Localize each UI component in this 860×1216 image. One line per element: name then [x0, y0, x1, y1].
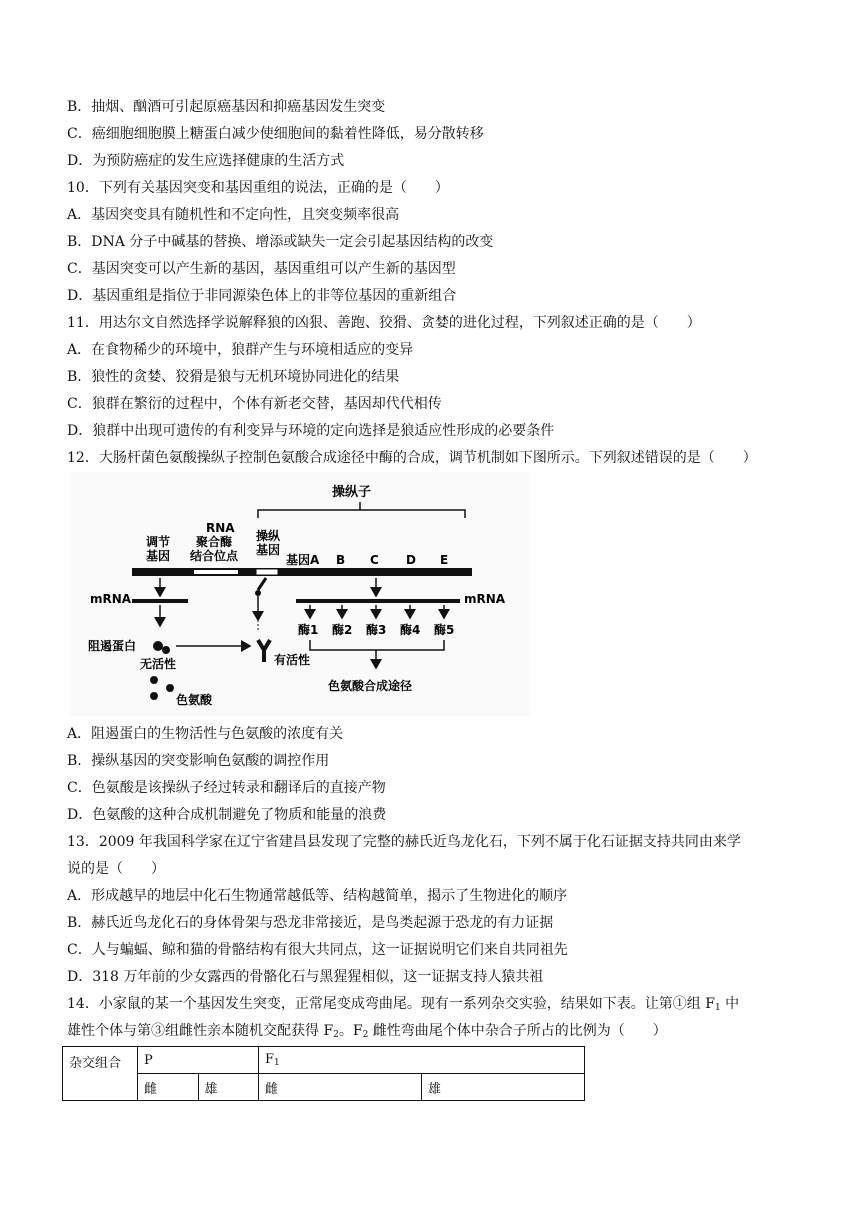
- gene-b-label: B: [336, 553, 346, 567]
- inactive-label: 无活性: [140, 657, 177, 671]
- gene-e-label: E: [440, 553, 449, 567]
- p-male-cell: 雄: [198, 1074, 259, 1101]
- q14-stem-text-1b: 中: [720, 996, 740, 1012]
- q12-option-a: A．阻遏蛋白的生物活性与色氨酸的浓度有关: [67, 726, 344, 742]
- enzyme-1-label: 酶1: [298, 623, 319, 637]
- q11-option-a: A．在食物稀少的环境中，狼群产生与环境相适应的变异: [67, 342, 414, 358]
- f1-female-cell: 雌: [259, 1074, 422, 1101]
- operon-diagram: [70, 472, 530, 716]
- mrna-right-label: mRNA: [464, 592, 506, 606]
- enzyme-5-label: 酶5: [434, 623, 455, 637]
- gene-d-label: D: [406, 553, 416, 567]
- q14-stem-text-2b: 。F: [338, 1023, 363, 1039]
- q11-option-b: B．狼性的贪婪、狡猾是狼与无机环境协同进化的结果: [67, 369, 400, 385]
- f1-male-cell: 雄: [422, 1074, 585, 1101]
- q11-stem: 11．用达尔文自然选择学说解释狼的凶狠、善跑、狡猾、贪婪的进化过程，下列叙述正确的是（ ）: [67, 315, 701, 331]
- q11-option-d: D．狼群中出现可遗传的有利变异与环境的定向选择是狼适应性形成的必要条件: [67, 423, 555, 439]
- q9-option-d: D．为预防癌症的发生应选择健康的生活方式: [67, 153, 345, 169]
- q14-stem-text-2a: 雄性个体与第③组雌性亲本随机交配获得 F: [67, 1023, 334, 1039]
- q12-option-c: C．色氨酸是该操纵子经过转录和翻译后的直接产物: [67, 780, 386, 796]
- q14-subscript-3: 2: [362, 1030, 369, 1040]
- q10-option-b: B．DNA 分子中碱基的替换、增添或缺失一定会引起基因结构的改变: [67, 234, 494, 250]
- pathway-label: 色氨酸合成途径: [328, 679, 413, 693]
- trp-label: 色氨酸: [176, 693, 213, 707]
- q10-stem: 10．下列有关基因突变和基因重组的说法，正确的是（ ）: [67, 180, 449, 196]
- header-f1: [259, 1047, 585, 1074]
- q10-option-c: C．基因突变可以产生新的基因，基因重组可以产生新的基因型: [67, 261, 456, 277]
- q13-stem-line-1: 13．2009 年我国科学家在辽宁省建昌县发现了完整的赫氏近鸟龙化石，下列不属于化石证据支持共同由来学: [67, 834, 741, 850]
- rna-pol-label-3: 结合位点: [190, 549, 239, 563]
- rna-pol-label-2: 聚合酶: [196, 535, 233, 549]
- mrna-left-label: mRNA: [90, 592, 132, 606]
- enzyme-4-label: 酶4: [400, 623, 421, 637]
- q14-subscript-1: 1: [714, 1003, 721, 1013]
- q13-option-b: B．赫氏近鸟龙化石的身体骨架与恐龙非常接近，是鸟类起源于恐龙的有力证据: [67, 915, 554, 931]
- q14-stem-line-1: [67, 994, 739, 1018]
- gene-c-label: C: [370, 553, 379, 567]
- table-header-row: [63, 1047, 585, 1074]
- q14-stem-text-1: 14．小家鼠的某一个基因发生突变，正常尾变成弯曲尾。现有一系列杂交实验，结果如下表。让第①组 F: [67, 996, 715, 1012]
- table-subheader-row: [63, 1074, 585, 1101]
- q14-stem-text-2c: 雌性弯曲尾个体中杂合子所占的比例为（ ）: [368, 1023, 667, 1039]
- q12-stem: 12．大肠杆菌色氨酸操纵子控制色氨酸合成途径中酶的合成，调节机制如下图所示。下列叙述错误的是（ ）: [67, 450, 757, 466]
- q14-stem-line-2: [67, 1021, 667, 1045]
- active-label: 有活性: [274, 653, 311, 667]
- q12-option-d: D．色氨酸的这种合成机制避免了物质和能量的浪费: [67, 807, 387, 823]
- q9-option-c: C．癌细胞细胞膜上糖蛋白减少使细胞间的黏着性降低，易分散转移: [67, 126, 484, 142]
- rna-pol-label-1: RNA: [206, 521, 235, 535]
- q13-option-c: C．人与蝙蝠、鲸和猫的骨骼结构有很大共同点，这一证据说明它们来自共同祖先: [67, 942, 568, 958]
- p-female-cell: 雌: [138, 1074, 199, 1101]
- gene-a-label: 基因A: [286, 553, 320, 567]
- q10-option-d: D．基因重组是指位于非同源染色体上的非等位基因的重新组合: [67, 288, 457, 304]
- regulator-label-1: 调节: [146, 535, 171, 549]
- cross-table: [62, 1046, 585, 1101]
- operon-label: 操纵子: [332, 485, 372, 500]
- regulator-label-2: 基因: [146, 549, 171, 563]
- header-f1-text: F: [265, 1052, 275, 1067]
- operator-label-2: 基因: [256, 543, 281, 557]
- repressor-label: 阻遏蛋白: [88, 639, 137, 653]
- q13-option-d: D．318 万年前的少女露西的骨骼化石与黑猩猩相似，这一证据支持人猿共祖: [67, 969, 544, 985]
- operator-label-1: 操纵: [256, 529, 281, 543]
- q10-option-a: A．基因突变具有随机性和不定向性，且突变频率很高: [67, 207, 400, 223]
- enzyme-3-label: 酶3: [366, 623, 387, 637]
- header-cross-group: 杂交组合: [63, 1047, 138, 1101]
- q14-subscript-2: 2: [333, 1030, 339, 1040]
- enzyme-2-label: 酶2: [332, 623, 353, 637]
- header-f1-subscript: 1: [274, 1058, 280, 1068]
- q11-option-c: C．狼群在繁衍的过程中，个体有新老交替，基因却代代相传: [67, 396, 442, 412]
- q12-option-b: B．操纵基因的突变影响色氨酸的调控作用: [67, 753, 330, 769]
- q13-stem-line-2: 说的是（ ）: [67, 861, 165, 877]
- q13-option-a: A．形成越早的地层中化石生物通常越低等、结构越简单，揭示了生物进化的顺序: [67, 888, 568, 904]
- header-p: P: [138, 1047, 259, 1074]
- q9-option-b: B．抽烟、酗酒可引起原癌基因和抑癌基因发生突变: [67, 99, 386, 115]
- dna-strand: [132, 568, 472, 576]
